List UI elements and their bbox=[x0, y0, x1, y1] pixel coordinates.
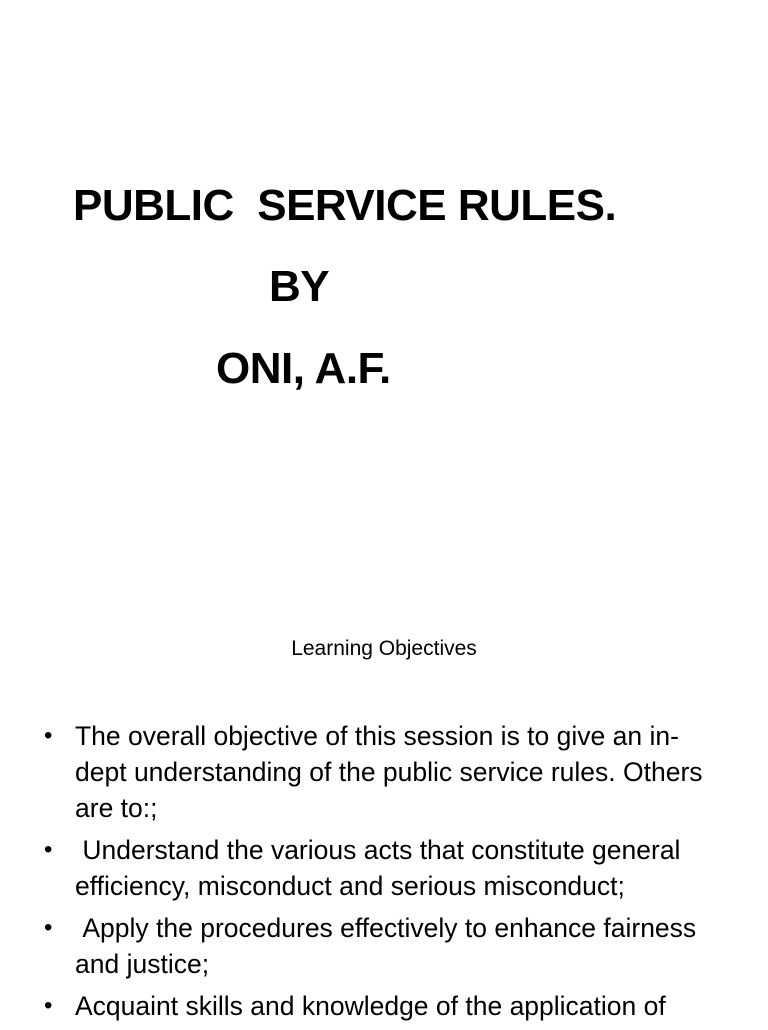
bullet-icon: • bbox=[44, 722, 53, 749]
bullet-icon: • bbox=[44, 836, 53, 863]
list-item-text: Apply the procedures effectively to enhance fairness and justice; bbox=[75, 913, 704, 979]
list-item bbox=[0, 718, 768, 826]
author-name: ONI, A.F. bbox=[216, 344, 391, 393]
list-item bbox=[0, 832, 768, 904]
list-item-text: Acquaint skills and knowledge of the application of bbox=[75, 991, 666, 1021]
list-item bbox=[0, 988, 768, 1024]
objectives-list bbox=[0, 718, 768, 1030]
section-heading: Learning Objectives bbox=[291, 637, 477, 660]
list-item-text: The overall objective of this session is to give an in-dept understanding of the public service rules. Others are to:; bbox=[75, 721, 703, 823]
title-line-2: BY bbox=[269, 262, 330, 311]
title-line-1: PUBLIC SERVICE RULES. bbox=[73, 181, 617, 230]
list-item bbox=[0, 910, 768, 982]
bullet-icon: • bbox=[44, 914, 53, 941]
list-item-text: Understand the various acts that constitute general efficiency, misconduct and serious misconduct; bbox=[75, 835, 688, 901]
bullet-icon: • bbox=[44, 992, 53, 1019]
